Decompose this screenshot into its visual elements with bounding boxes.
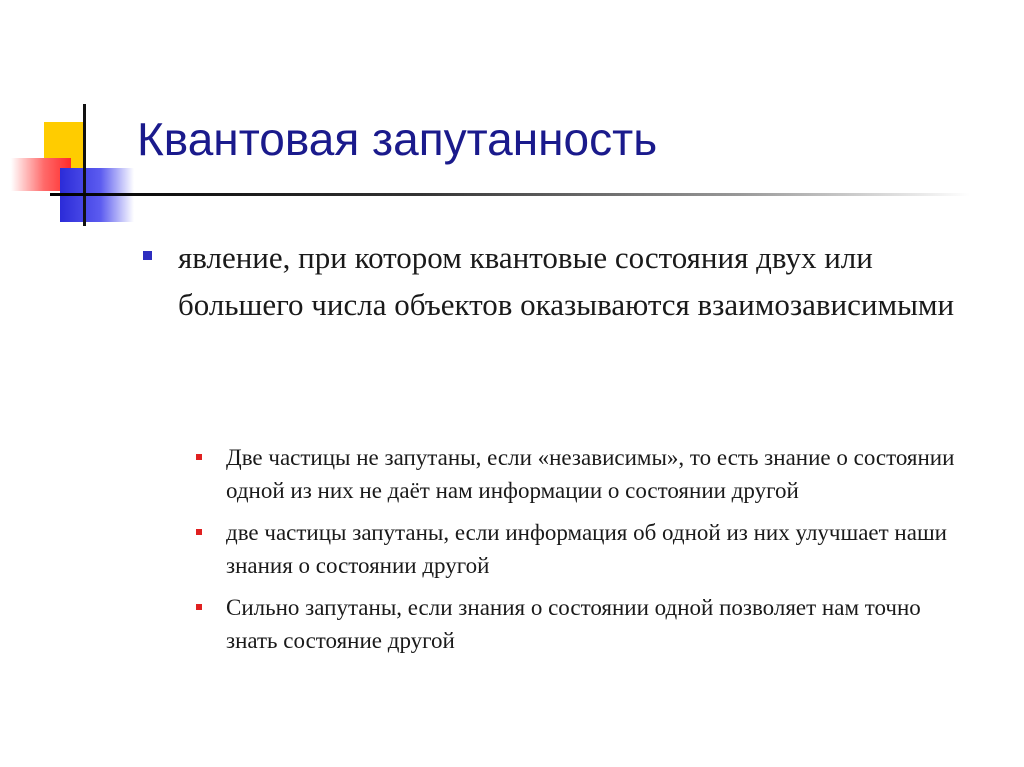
slide-title: Квантовая запутанность [137, 113, 658, 165]
square-bullet-icon [196, 454, 202, 460]
square-bullet-icon [196, 604, 202, 610]
main-bullet-text: явление, при котором квантовые состояния двух или большего числа объектов оказываются взаимозависимыми [178, 240, 955, 322]
decorative-vertical-line [83, 104, 86, 226]
square-bullet-icon [196, 529, 202, 535]
sub-bullet-text: Две частицы не запутаны, если «независимы», то есть знание о состоянии одной из них не даёт нам информации о состоянии другой [226, 445, 955, 503]
sub-bullet-list [193, 441, 993, 666]
title-underline [50, 193, 970, 196]
sub-bullet-text: две частицы запутаны, если информация об одной из них улучшает наши знания о состоянии другой [226, 520, 947, 578]
sub-bullet-item [193, 441, 993, 507]
sub-bullet-item [193, 591, 993, 657]
main-bullet [140, 234, 980, 328]
sub-bullet-text: Сильно запутаны, если знания о состоянии одной позволяет нам точно знать состояние другой [226, 595, 921, 653]
square-bullet-icon [143, 251, 152, 260]
sub-bullet-item [193, 516, 993, 582]
